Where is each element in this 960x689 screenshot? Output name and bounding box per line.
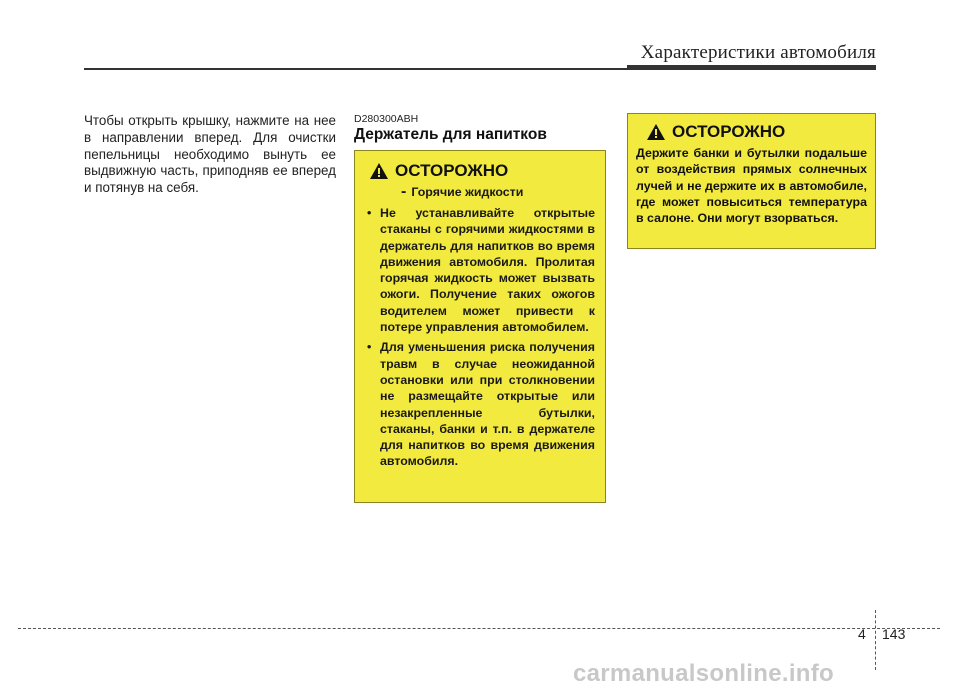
warning-triangle-icon: [369, 162, 389, 180]
list-item: • Для уменьшения риска получения травм в случае неожиданной остановки или при столкновении не размещайте открытые или незакрепленные бутылки, стаканы, банки и т.п. в держателе для напитков во время движения автомобиля.: [367, 339, 595, 469]
section-code: D280300ABH: [354, 113, 419, 125]
warning-box-hot-liquids: [354, 150, 606, 503]
subheading-dash: -: [401, 183, 407, 200]
footer-rule: [18, 628, 940, 629]
warning-heading: [369, 161, 595, 181]
warning-subheading: [401, 183, 595, 201]
warning-triangle-icon: [646, 123, 666, 141]
warning-list: [367, 205, 595, 470]
warning-heading-text: ОСТОРОЖНО: [395, 161, 509, 180]
header-title: Характеристики автомобиля: [640, 42, 876, 63]
footer-divider: [875, 610, 876, 670]
list-item: • Не устанавливайте открытые стаканы с горячими жидкостями в держатель для напитков во время движения автомобиля. Пролитая горячая жидкость может вызвать ожоги. Получение таких ожогов водителем может привести к потере управления автомобилем.: [367, 205, 595, 335]
header-rule-accent: [627, 65, 876, 70]
chapter-number: 4: [858, 626, 866, 642]
warning-box-sun: [627, 113, 876, 249]
warning-text: Держите банки и бутылки подальше от воздействия прямых солнечных лучей и не держите их в автомобиле, где может повыситься температура в салоне. Они могут взорваться.: [636, 146, 867, 226]
page-number: 143: [882, 626, 906, 642]
left-paragraph: Чтобы открыть крышку, нажмите на нее в направлении вперед. Для очистки пепельницы необходимо вынуть ее выдвижную часть, приподняв ее вперед и потянув на себя.: [84, 113, 336, 196]
subheading-text: Горячие жидкости: [411, 185, 524, 199]
warning-heading-text: ОСТОРОЖНО: [672, 122, 786, 141]
warning-heading: [646, 122, 867, 142]
watermark: carmanualsonline.info: [573, 660, 835, 687]
section-title: Держатель для напитков: [354, 126, 547, 143]
